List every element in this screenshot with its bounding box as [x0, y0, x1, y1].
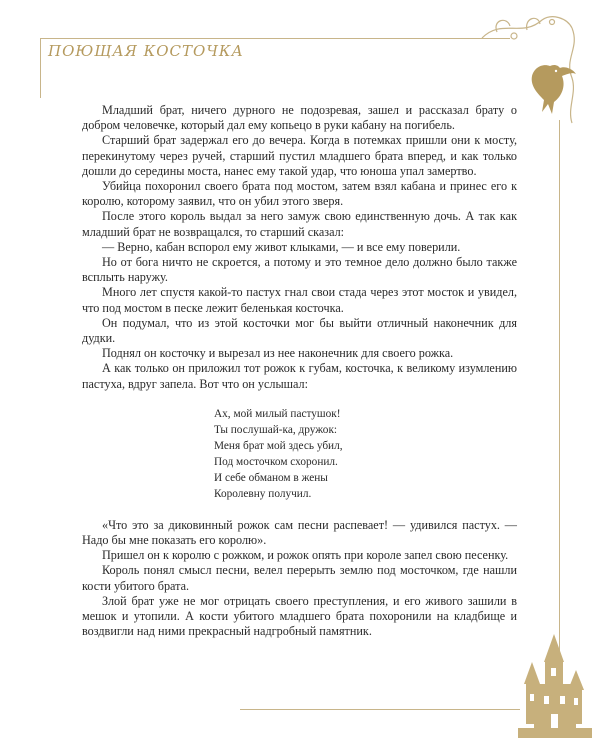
verse-line: Ты послушай-ка, дружок: [214, 423, 338, 436]
paragraph: Младший брат, ничего дурного не подозревая, зашел и рассказал брату о добром человечке, который дал ему копьецо в руки кабану на погибель. [82, 103, 517, 133]
paragraph: — Верно, кабан вспорол ему живот клыками, — и все ему поверили. [102, 239, 461, 254]
verse-line: Королевну получил. [214, 487, 312, 500]
paragraph: А как только он приложил тот рожок к губам, косточка, к великому изумлению пастуха, вдруг запела. Вот что он услышал: [82, 361, 517, 391]
verse-line: Меня брат мой здесь убил, [214, 439, 343, 452]
story-text [82, 103, 517, 639]
paragraph: Король понял смысл песни, велел перерыть землю под мосточком, где нашли кости убитого брата. [82, 563, 517, 593]
verse-line: Под мосточком схоронил. [214, 455, 338, 468]
song-verse [214, 406, 517, 502]
frame-line-left [40, 38, 41, 98]
running-title: ПОЮЩАЯ КОСТОЧКА [48, 42, 250, 60]
paragraph: После этого король выдал за него замуж свою единственную дочь. А так как младший брат не возвращался, то старший сказал: [82, 209, 517, 239]
paragraph: Старший брат задержал его до вечера. Когда в потемках пришли они к мосту, перекинутому через ручей, старший пустил младшего брата вперед, и как только дошли до середины моста, нанес ему такой удар, что юноша упал замертво. [82, 133, 517, 178]
paragraph: Пришел он к королю с рожком, и рожок опять при короле запел свою песенку. [102, 548, 509, 563]
paragraph: Но от бога ничто не скроется, а потому и это темное дело должно было также всплыть наружу. [82, 255, 517, 285]
paragraph: «Что это за диковинный рожок сам песни распевает! — удивился пастух. — Надо бы мне показать его королю». [82, 517, 517, 548]
castle-ornament-icon [514, 632, 594, 742]
paragraph: Поднял он косточку и вырезал из нее наконечник для своего рожка. [102, 346, 454, 361]
paragraph: Много лет спустя какой-то пастух гнал свои стада через этот мосток и увидел, что под мостом в песке лежит беленькая косточка. [82, 285, 517, 315]
paragraph: Он подумал, что из этой косточки мог бы выйти отличный наконечник для дудки. [82, 315, 517, 346]
verse-line: И себе обманом в жены [214, 471, 328, 484]
frame-line-bottom [240, 709, 520, 710]
verse-line: Ах, мой милый пастушок! [214, 407, 341, 420]
frame-line-top [40, 38, 510, 39]
paragraph: Убийца похоронил своего брата под мостом, затем взял кабана и принес его к королю, которому заявил, что он убил этого зверя. [82, 179, 517, 209]
frame-line-right [559, 120, 560, 700]
paragraph: Злой брат уже не мог отрицать своего преступления, и его живого зашили в мешок и утопили. А кости убитого младшего брата похоронили на кладбище и воздвигли над ними прекрасный надгробный памятник. [82, 593, 517, 639]
